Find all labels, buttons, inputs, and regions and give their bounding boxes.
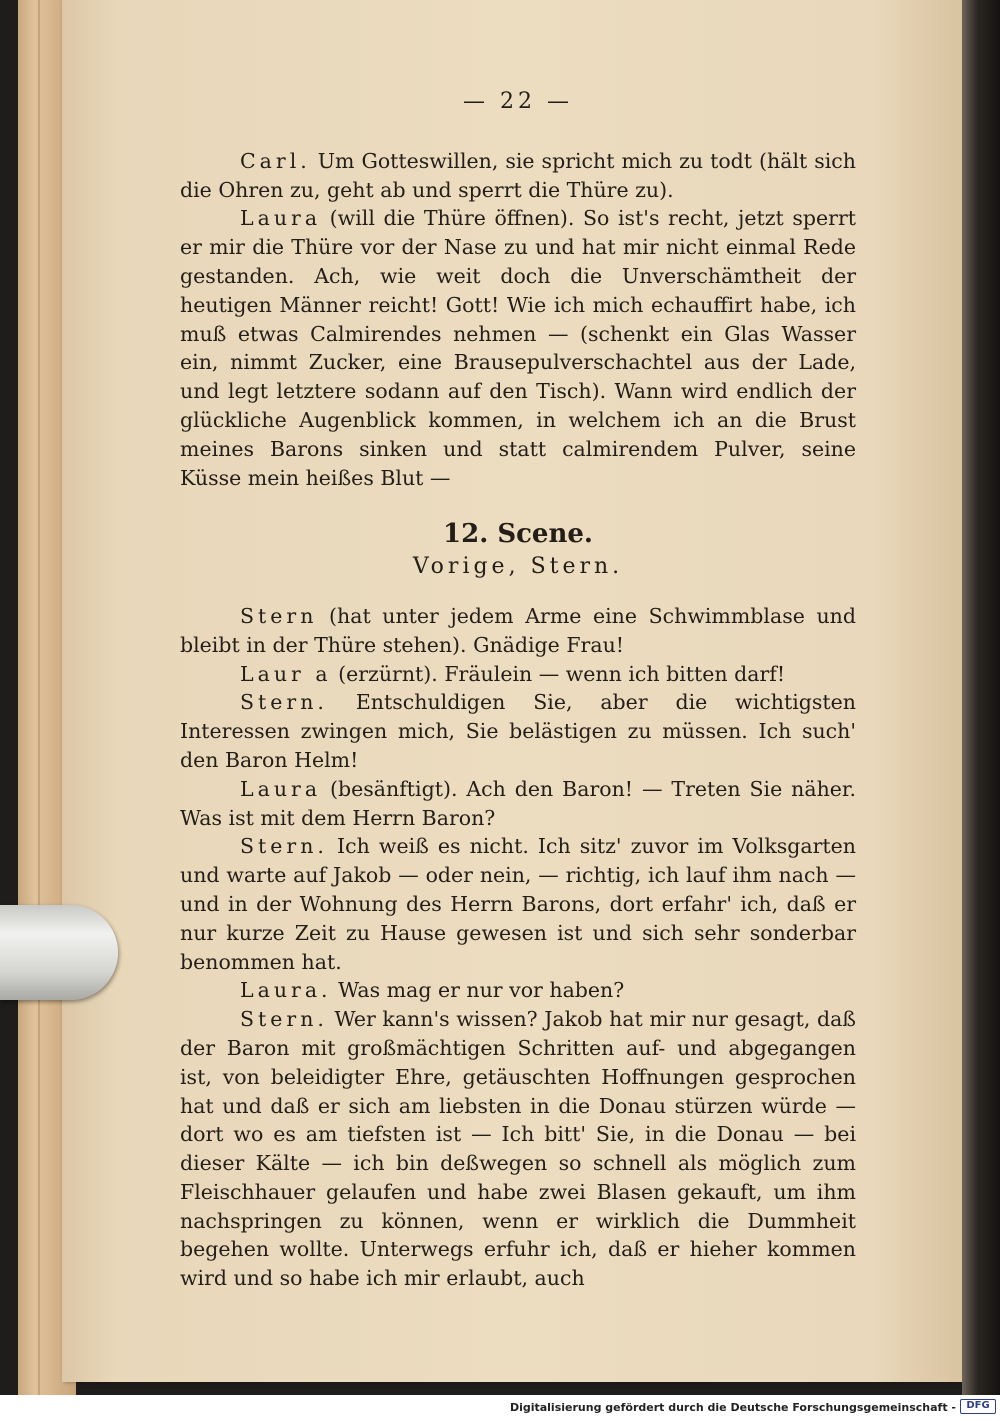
scene-cast: Vorige, Stern. (412, 554, 624, 580)
dialogue-text: (hat unter jedem Arme eine Schwimmblase und bleibt in der Thüre stehen). Gnädige Frau! (180, 603, 856, 657)
dialogue-text: (erzürnt). Fräulein — wenn ich bitten darf! (338, 661, 786, 686)
dialogue-text: Um Gotteswillen, sie spricht mich zu todt (hält sich die Ohren zu, geht ab und sperrt die Thüre zu). (180, 148, 856, 202)
dialogue-text: (will die Thüre öffnen). So ist's recht, jetzt sperrt er mir die Thüre vor der Nase zu und hat mir nicht einmal Rede gestanden. Ach, wie weit doch die Unverschämtheit der heutigen Männer reicht! Gott! Wie ich mich echauffirt habe, ich muß etwas Calmirendes nehmen — (schenkt ein Glas Wasser ein, nimmt Zucker, eine Brausepulverschachtel aus der Lade, und legt letztere sodann auf den Tisch). Wann wird endlich der glückliche Augenblick kommen, in welchem ich an die Brust meines Barons sinken und statt calmirendem Pulver, seine Küsse mein heißes Blut — (180, 206, 856, 490)
dialogue-paragraph (180, 775, 856, 833)
speaker-name: Laura (240, 206, 322, 231)
dialogue-paragraph (180, 147, 856, 205)
dialogue-paragraph (180, 832, 856, 976)
book-spine-shadow (962, 0, 1000, 1395)
dialogue-text: Entschuldigen Sie, aber die wichtigsten Interessen zwingen mich, Sie belästigen zu müssen. Ich such' den Baron Helm! (180, 690, 856, 772)
speaker-name: Stern. (240, 690, 328, 715)
dialogue-paragraph (180, 1005, 856, 1293)
speaker-name: Stern (240, 603, 318, 628)
page-text (180, 88, 856, 1293)
dialogue-paragraph (180, 204, 856, 492)
page-holder-clip (0, 905, 118, 1000)
dialogue-paragraph (180, 976, 856, 1005)
dialogue-paragraph (180, 602, 856, 660)
dialogue-paragraph (180, 688, 856, 774)
dialogue-text: Wer kann's wissen? Jakob hat mir nur gesagt, daß der Baron mit großmächtigen Schritten auf- und abgegangen ist, von beleidigter Ehre, getäuschten Hoffnungen gesprochen hat und daß er sich am liebsten in die Donau stürzen würde — dort wo es am tiefsten ist — Ich bitt' Sie, in die Donau — bei dieser Kälte — ich bin deßwegen so schnell als möglich zum Fleischhauer gelaufen und habe zwei Blasen gekauft, um ihm nachspringen zu können, wenn er wirklich die Dummheit begehen wollte. Unterwegs erfuhr ich, daß er hieher kommen wird und so habe ich mir erlaubt, auch (180, 1007, 856, 1291)
scene-title: 12. Scene. (443, 519, 593, 550)
speaker-name: Laura (240, 776, 322, 801)
dialogue-text: Was mag er nur vor haben? (338, 978, 625, 1003)
speaker-name: Stern. (240, 1007, 328, 1032)
dfg-logo: DFG (960, 1399, 996, 1414)
speaker-name: Stern. (240, 834, 328, 859)
dialogue-text: Ich weiß es nicht. Ich sitz' zuvor im Volksgarten und warte auf Jakob — oder nein, — richtig, ich lauf ihm nach — und in der Wohnung des Herrn Barons, dort erfahr' ich, daß er nur kurze Zeit zu Hause gewesen ist und sich sehr sonderbar benommen hat. (180, 834, 856, 974)
dialogue-paragraph (180, 660, 856, 689)
speaker-name: Laura. (240, 978, 332, 1003)
funding-notice: Digitalisierung gefördert durch die Deutsche Forschungsgemeinschaft - (509, 1401, 956, 1414)
dialogue-text: (besänftigt). Ach den Baron! — Treten Sie näher. Was ist mit dem Herrn Baron? (180, 776, 856, 830)
speaker-name: Laur a (240, 661, 332, 686)
page-number: — 22 — (463, 89, 573, 114)
speaker-name: Carl. (240, 148, 311, 173)
